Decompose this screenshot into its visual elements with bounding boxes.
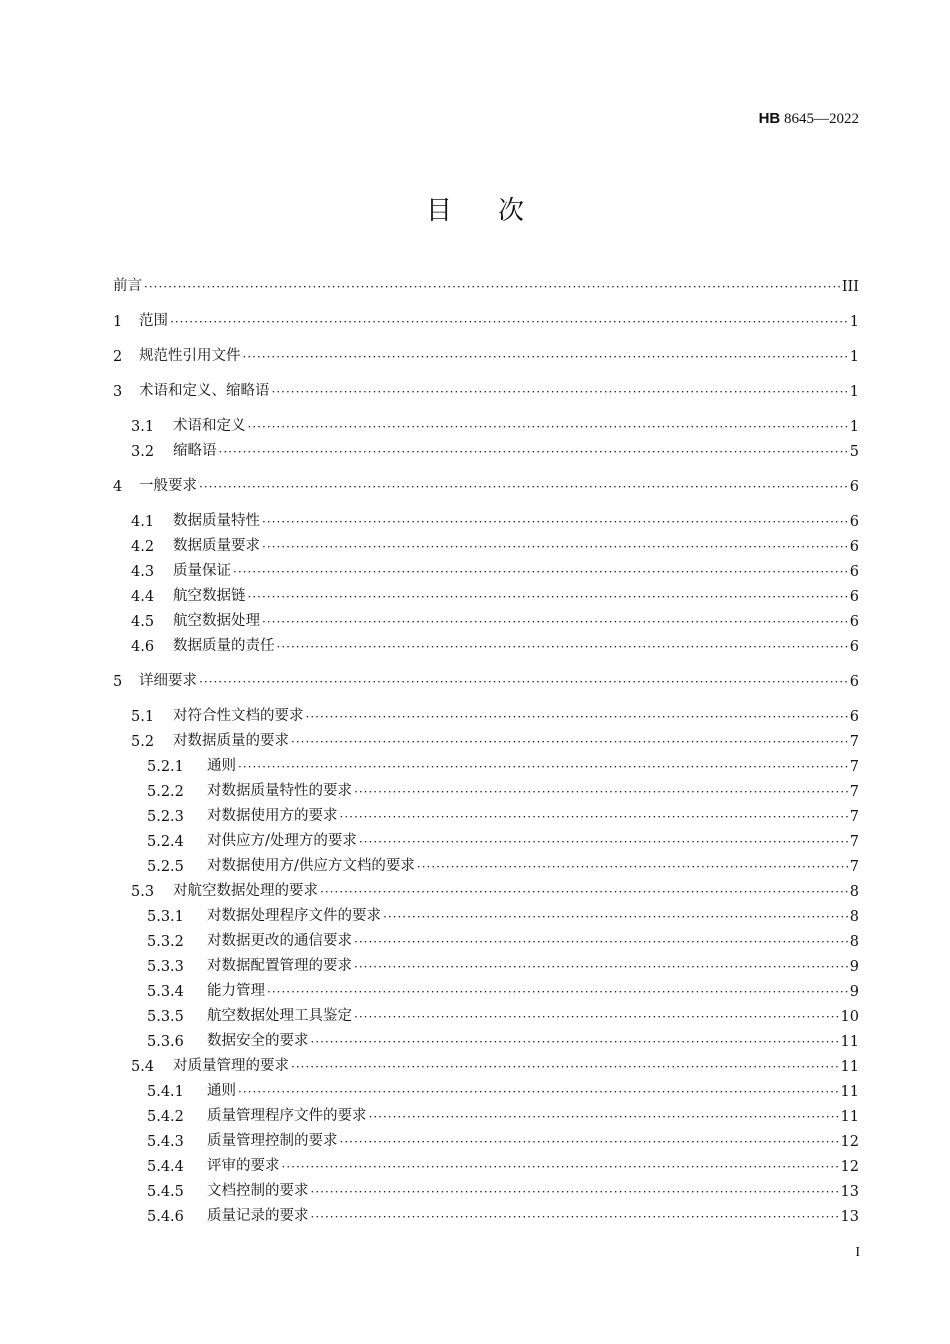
toc-entry-label: 质量记录的要求: [207, 1208, 309, 1224]
toc-entry-label: 航空数据处理工具鉴定: [207, 1008, 352, 1024]
toc-leader-dots: [354, 959, 848, 975]
toc-entry[interactable]: [113, 900, 859, 925]
toc-entry-page: 6: [849, 709, 859, 725]
toc-leader-dots: [238, 759, 848, 775]
toc-leader-dots: [291, 734, 848, 750]
toc-entry-page: 1: [849, 384, 859, 400]
toc-entry-number: 3.1: [131, 419, 155, 435]
toc-entry-label: 规范性引用文件: [139, 348, 241, 364]
toc-entry-number: 1: [113, 314, 123, 330]
toc-entry[interactable]: [113, 1200, 859, 1225]
toc-leader-dots: [238, 1084, 839, 1100]
toc-entry-number: 5.4.6: [147, 1209, 184, 1225]
toc-entry-label: 范围: [139, 313, 168, 329]
toc-entry-number: 5.2.2: [147, 784, 184, 800]
toc-entry-page: 7: [849, 834, 859, 850]
toc-leader-dots: [417, 859, 848, 875]
toc-leader-dots: [340, 1134, 839, 1150]
toc-leader-dots: [354, 1009, 839, 1025]
toc-leader-dots: [277, 639, 848, 655]
toc-entry-label: 评审的要求: [207, 1158, 280, 1174]
toc-entry-page: 6: [849, 539, 859, 555]
toc-entry-number: 5.3.6: [147, 1034, 184, 1050]
toc-entry[interactable]: [113, 505, 859, 530]
toc-entry-number: 4.1: [131, 514, 155, 530]
toc-entry-page: 6: [849, 639, 859, 655]
toc-entry-label: 对符合性文档的要求: [173, 708, 304, 724]
toc-entry-label: 前言: [113, 278, 142, 294]
standard-code-prefix: HB: [758, 110, 781, 127]
toc-entry-page: III: [841, 279, 859, 295]
toc-entry-page: 1: [849, 419, 859, 435]
toc-leader-dots: [144, 279, 840, 295]
toc-leader-dots: [199, 479, 848, 495]
toc-entry-number: 5.3.5: [147, 1009, 184, 1025]
toc-entry-label: 航空数据处理: [173, 613, 260, 629]
standard-code: [759, 110, 859, 128]
toc-entry[interactable]: [113, 665, 859, 690]
toc-leader-dots: [311, 1209, 839, 1225]
toc-entry[interactable]: [113, 750, 859, 775]
toc-entry-number: 4.3: [131, 564, 155, 580]
toc-entry-label: 对数据质量的要求: [173, 733, 289, 749]
toc-entry[interactable]: [113, 725, 859, 750]
toc-leader-dots: [354, 934, 848, 950]
toc-entry-label: 航空数据链: [173, 588, 246, 604]
toc-entry-number: 4.6: [131, 639, 155, 655]
toc-leader-dots: [383, 909, 848, 925]
toc-entry[interactable]: [113, 1050, 859, 1075]
toc-entry-page: 7: [849, 784, 859, 800]
table-of-contents: [113, 270, 859, 1225]
toc-leader-dots: [262, 539, 848, 555]
toc-entry-label: 能力管理: [207, 983, 265, 999]
toc-entry-label: 对数据质量特性的要求: [207, 783, 352, 799]
toc-entry-number: 5: [113, 674, 123, 690]
toc-entry[interactable]: [113, 1100, 859, 1125]
toc-entry-label: 数据质量特性: [173, 513, 260, 529]
toc-entry-page: 8: [849, 884, 859, 900]
toc-leader-dots: [233, 564, 848, 580]
toc-entry-label: 文档控制的要求: [207, 1183, 309, 1199]
toc-entry-number: 5.3.1: [147, 909, 184, 925]
toc-entry-page: 1: [849, 349, 859, 365]
toc-entry-label: 术语和定义: [173, 418, 246, 434]
toc-entry-label: 对数据更改的通信要求: [207, 933, 352, 949]
toc-entry-number: 5.3.2: [147, 934, 184, 950]
toc-entry-number: 5.2.5: [147, 859, 184, 875]
toc-entry-page: 6: [849, 514, 859, 530]
toc-entry-label: 质量管理控制的要求: [207, 1133, 338, 1149]
toc-entry-number: 5.3.3: [147, 959, 184, 975]
toc-entry[interactable]: [113, 950, 859, 975]
toc-entry[interactable]: [113, 1075, 859, 1100]
toc-entry-page: 11: [840, 1034, 859, 1050]
toc-leader-dots: [291, 1059, 839, 1075]
toc-entry-number: 5.4.3: [147, 1134, 184, 1150]
toc-leader-dots: [262, 514, 848, 530]
toc-entry-number: 5.2.3: [147, 809, 184, 825]
toc-entry-page: 6: [849, 614, 859, 630]
toc-entry-label: 术语和定义、缩略语: [139, 383, 270, 399]
toc-leader-dots: [262, 614, 848, 630]
toc-entry-number: 4.4: [131, 589, 155, 605]
toc-leader-dots: [272, 384, 848, 400]
toc-entry-label: 质量保证: [173, 563, 231, 579]
toc-leader-dots: [320, 884, 848, 900]
toc-leader-dots: [306, 709, 848, 725]
toc-entry[interactable]: [113, 375, 859, 400]
toc-entry-page: 6: [849, 674, 859, 690]
toc-entry-page: 13: [840, 1184, 859, 1200]
toc-entry-page: 9: [849, 984, 859, 1000]
toc-leader-dots: [219, 444, 848, 460]
toc-entry-number: 5.4.4: [147, 1159, 184, 1175]
toc-entry[interactable]: [113, 1125, 859, 1150]
toc-entry-page: 11: [840, 1059, 859, 1075]
toc-entry[interactable]: [113, 800, 859, 825]
toc-entry-number: 4.2: [131, 539, 155, 555]
toc-entry[interactable]: [113, 605, 859, 630]
toc-entry[interactable]: [113, 555, 859, 580]
toc-leader-dots: [267, 984, 848, 1000]
toc-leader-dots: [311, 1034, 839, 1050]
toc-entry-page: 6: [849, 564, 859, 580]
toc-leader-dots: [243, 349, 848, 365]
toc-entry-number: 3: [113, 384, 123, 400]
toc-leader-dots: [354, 784, 848, 800]
toc-entry-label: 一般要求: [139, 478, 197, 494]
toc-entry-page: 6: [849, 479, 859, 495]
toc-entry-number: 5.3: [131, 884, 155, 900]
toc-entry-page: 11: [840, 1084, 859, 1100]
toc-entry-page: 7: [849, 734, 859, 750]
toc-entry[interactable]: [113, 775, 859, 800]
toc-entry-page: 7: [849, 859, 859, 875]
toc-entry[interactable]: [113, 1175, 859, 1200]
toc-entry-number: 4: [113, 479, 123, 495]
toc-leader-dots: [340, 809, 848, 825]
toc-entry[interactable]: [113, 1025, 859, 1050]
toc-entry-number: 5.3.4: [147, 984, 184, 1000]
footer-page-number: I: [855, 1245, 860, 1260]
toc-leader-dots: [248, 419, 848, 435]
toc-entry-number: 5.2.1: [147, 759, 184, 775]
toc-entry-page: 6: [849, 589, 859, 605]
toc-entry[interactable]: [113, 875, 859, 900]
toc-leader-dots: [170, 314, 848, 330]
toc-entry-page: 9: [849, 959, 859, 975]
toc-entry[interactable]: [113, 850, 859, 875]
toc-entry[interactable]: [113, 1000, 859, 1025]
toc-entry-page: 10: [840, 1009, 859, 1025]
toc-entry-label: 数据质量的责任: [173, 638, 275, 654]
toc-entry-page: 11: [840, 1109, 859, 1125]
toc-leader-dots: [359, 834, 848, 850]
toc-entry[interactable]: [113, 270, 859, 295]
toc-entry-page: 12: [840, 1159, 859, 1175]
toc-entry-page: 1: [849, 314, 859, 330]
toc-entry[interactable]: [113, 410, 859, 435]
page-title: 目次: [425, 196, 570, 226]
toc-entry[interactable]: [113, 530, 859, 555]
toc-entry-page: 8: [849, 909, 859, 925]
standard-code-number: 8645—2022: [784, 111, 859, 127]
toc-entry-page: 5: [849, 444, 859, 460]
toc-leader-dots: [282, 1159, 839, 1175]
toc-entry-page: 12: [840, 1134, 859, 1150]
toc-entry-label: 对数据使用方的要求: [207, 808, 338, 824]
toc-entry[interactable]: [113, 305, 859, 330]
toc-entry-number: 5.4.2: [147, 1109, 184, 1125]
toc-entry[interactable]: [113, 580, 859, 605]
toc-entry[interactable]: [113, 825, 859, 850]
toc-entry-number: 5.4: [131, 1059, 155, 1075]
toc-entry-label: 对数据处理程序文件的要求: [207, 908, 381, 924]
toc-entry-label: 对质量管理的要求: [173, 1058, 289, 1074]
toc-entry-label: 详细要求: [139, 673, 197, 689]
toc-entry-label: 对供应方/处理方的要求: [207, 833, 357, 849]
toc-entry-number: 5.2.4: [147, 834, 184, 850]
toc-entry[interactable]: [113, 340, 859, 365]
toc-entry-label: 数据质量要求: [173, 538, 260, 554]
toc-entry-number: 4.5: [131, 614, 155, 630]
toc-leader-dots: [311, 1184, 839, 1200]
toc-entry-label: 质量管理程序文件的要求: [207, 1108, 367, 1124]
toc-entry[interactable]: [113, 470, 859, 495]
toc-entry-page: 8: [849, 934, 859, 950]
toc-leader-dots: [248, 589, 848, 605]
toc-entry-label: 数据安全的要求: [207, 1033, 309, 1049]
toc-entry-number: 3.2: [131, 444, 155, 460]
toc-leader-dots: [369, 1109, 839, 1125]
toc-entry-label: 通则: [207, 1083, 236, 1099]
toc-leader-dots: [199, 674, 848, 690]
toc-entry[interactable]: [113, 700, 859, 725]
toc-entry-number: 5.4.5: [147, 1184, 184, 1200]
toc-entry-page: 13: [840, 1209, 859, 1225]
toc-entry[interactable]: [113, 1150, 859, 1175]
toc-entry-page: 7: [849, 809, 859, 825]
toc-entry[interactable]: [113, 925, 859, 950]
toc-entry[interactable]: [113, 975, 859, 1000]
toc-entry-page: 7: [849, 759, 859, 775]
toc-entry-label: 通则: [207, 758, 236, 774]
toc-entry-number: 5.2: [131, 734, 155, 750]
toc-entry-number: 5.4.1: [147, 1084, 184, 1100]
toc-entry[interactable]: [113, 630, 859, 655]
toc-entry-label: 对航空数据处理的要求: [173, 883, 318, 899]
toc-entry-number: 5.1: [131, 709, 155, 725]
toc-entry-number: 2: [113, 349, 123, 365]
toc-entry-label: 缩略语: [173, 443, 217, 459]
toc-entry[interactable]: [113, 435, 859, 460]
toc-entry-label: 对数据使用方/供应方文档的要求: [207, 858, 415, 874]
toc-entry-label: 对数据配置管理的要求: [207, 958, 352, 974]
